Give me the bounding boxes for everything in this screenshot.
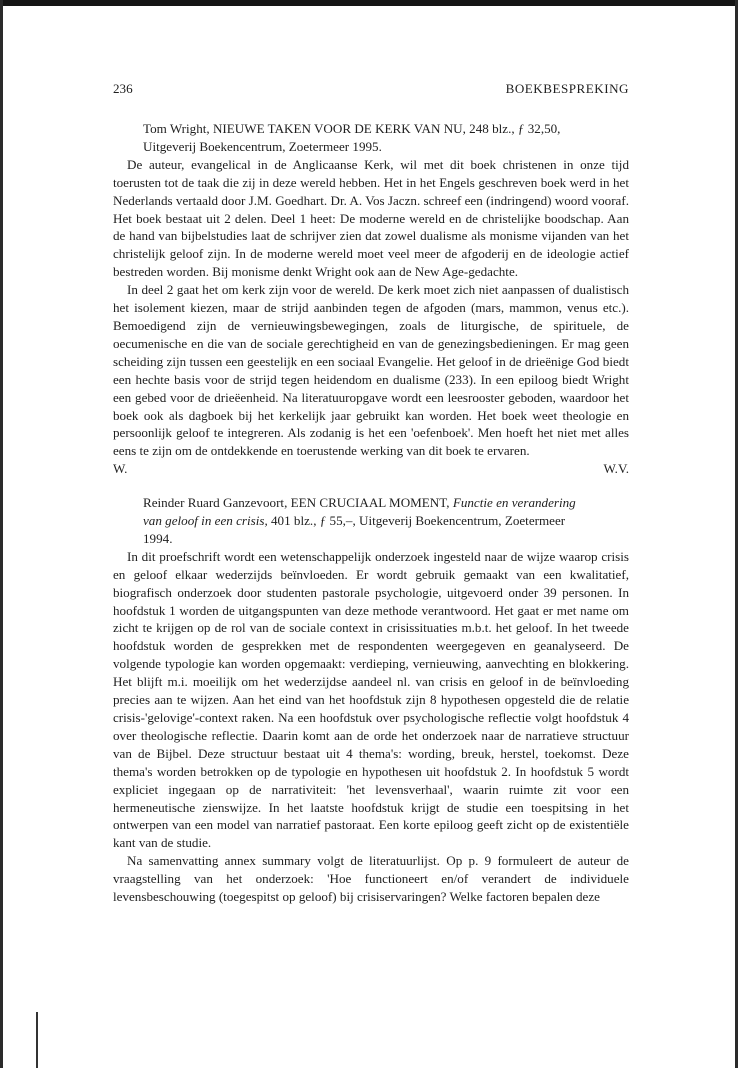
running-header <box>113 80 629 98</box>
citation-author-title: Reinder Ruard Ganzevoort, EEN CRUCIAAL MOMENT, <box>143 495 453 511</box>
review-1-paragraph-1: De auteur, evangelical in de Anglicaanse Kerk, wil met dit boek christenen in onze tijd toerusten tot de taak die zij in deze wereld hebben. Het in het Engels geschreven boek werd in het Nederlands vertaald door J.M. Goedhart. Dr. A. Vos Jaczn. schreef een (indringend) woord vooraf. Het boek bestaat uit 2 delen. Deel 1 heet: De moderne wereld en de christelijke boodschap. Aan de hand van bijbelstudies laat de schrijver zien dat zowel dualisme als monisme vijanden van het christelijk geloof zijn. In de moderne wereld moet veel meer de afgoderij en de ideologie actief bestreden worden. Bij monisme denkt Wright ook aan de New Age-gedachte. <box>113 156 629 280</box>
review-2-paragraph-2: Na samenvatting annex summary volgt de literatuurlijst. Op p. 9 formuleert de auteur de vraagstelling van het onderzoek: 'Hoe functioneert en/of verandert de individuele levensbeschouwing (toegespitst op geloof) bij crisiservaringen? Welke factoren bepalen deze <box>113 853 629 905</box>
page-number: 236 <box>113 81 133 96</box>
scan-top-edge <box>0 0 738 6</box>
citation-subtitle: Functie en verandering <box>452 495 576 511</box>
review-1-paragraph-2: In deel 2 gaat het om kerk zijn voor de wereld. De kerk moet zich niet aanpassen of dualistisch het isolement kiezen, maar de strijd aanbinden tegen de afgoden (mars, mammon, venus etc.). Bemoedigend zijn de vernieuwingsbewegingen, zoals de liturgische, de spirituele, de oecumenische en die van de sociale gerechtigheid en van de genezingsbedieningen. Er mag geen scheiding zijn tussen een geestelijk en een sociaal Evangelie. Het geloof in de drieënige God biedt een hechte basis voor de strijd tegen heidendom en dualisme (233). In een epiloog biedt Wright een gebed voor de drieëenheid. Na literatuuropgave wordt een leesrooster geboden, waardoor het boek ook als dagboek bij het kerkelijk jaar gebruikt kan worden. Het boek weet theologie en persoonlijk geloof te integreren. Als zodanig is het een 'oefenboek'. Men hoeft het niet met alles eens te zijn om de ontdekkende en toerustende werking van dit boek te ervaren. <box>113 282 629 459</box>
citation-year: 1994. <box>143 530 173 546</box>
citation-line <box>143 512 629 530</box>
review-1-signature <box>113 460 629 478</box>
citation-publisher: 401 blz., ƒ 55,–, Uitgeverij Boekencentrum, Zoetermeer <box>267 513 566 529</box>
citation-subtitle-cont: van geloof in een crisis, <box>143 513 268 529</box>
signature-right: W.V. <box>603 461 629 477</box>
review-2-paragraph-1: In dit proefschrift wordt een wetenschappelijk onderzoek ingesteld naar de wijze waarop crisis en geloof elkaar wederzijds beïnvloeden. Er wordt gebruik gemaakt van een kwalitatief, biografisch onderzoek door studenten pastorale psychologie, uitgevoerd onder 39 personen. In hoofdstuk 1 worden de uitgangspunten van deze methode verantwoord. Het gaat er met name om zicht te krijgen op de rol van de sociale context in crisissituaties m.b.t. het geloof. In het tweede hoofdstuk worden de gesprekken met de respondenten weergegeven en geanalyseerd. De volgende typologie kan worden opgemaakt: verdieping, vernieuwing, aanvechting en blokkering. Het blijft m.i. moeilijk om het wederzijdse aandeel nl. van crisis en geloof in de beïnvloeding precies aan te wijzen. Aan het eind van het hoofdstuk zijn 8 hypothesen opgesteld die de relatie crisis-'gelovige'-context raken. Na een hoofdstuk over psychologische reflectie volgt hoofdstuk 4 over theologische reflectie. Daarin komt aan de orde het onderzoek naar de narratieve structuur van de Bijbel. Deze structuur bestaat uit 4 thema's: wording, breuk, herstel, toekomst. Deze thema's worden betrokken op de typologie en hypothesen uit hoofdstuk 2. In hoofdstuk 5 wordt expliciet ingegaan op de narrativiteit: 'het levensverhaal', waarin ruimte zit voor een hermeneutische zienswijze. In het laatste hoofdstuk krijgt de studie een toespitsing in het ontwerpen van een model van narratief pastoraat. Een korte epiloog geeft zicht op de existentiële kant van de studie. <box>113 548 629 851</box>
citation-line: Uitgeverij Boekencentrum, Zoetermeer 1995. <box>143 138 382 154</box>
section-title: BOEKBESPREKING <box>505 81 629 96</box>
scan-bleed-mark <box>36 1012 38 1068</box>
page-body <box>113 80 629 906</box>
citation-line <box>143 494 629 512</box>
signature-left: W. <box>113 461 128 477</box>
scan-left-edge <box>0 0 3 1068</box>
review-1-citation <box>143 120 629 156</box>
citation-line: Tom Wright, NIEUWE TAKEN VOOR DE KERK VAN NU, 248 blz., ƒ 32,50, <box>143 121 561 136</box>
review-2-citation <box>143 494 629 548</box>
